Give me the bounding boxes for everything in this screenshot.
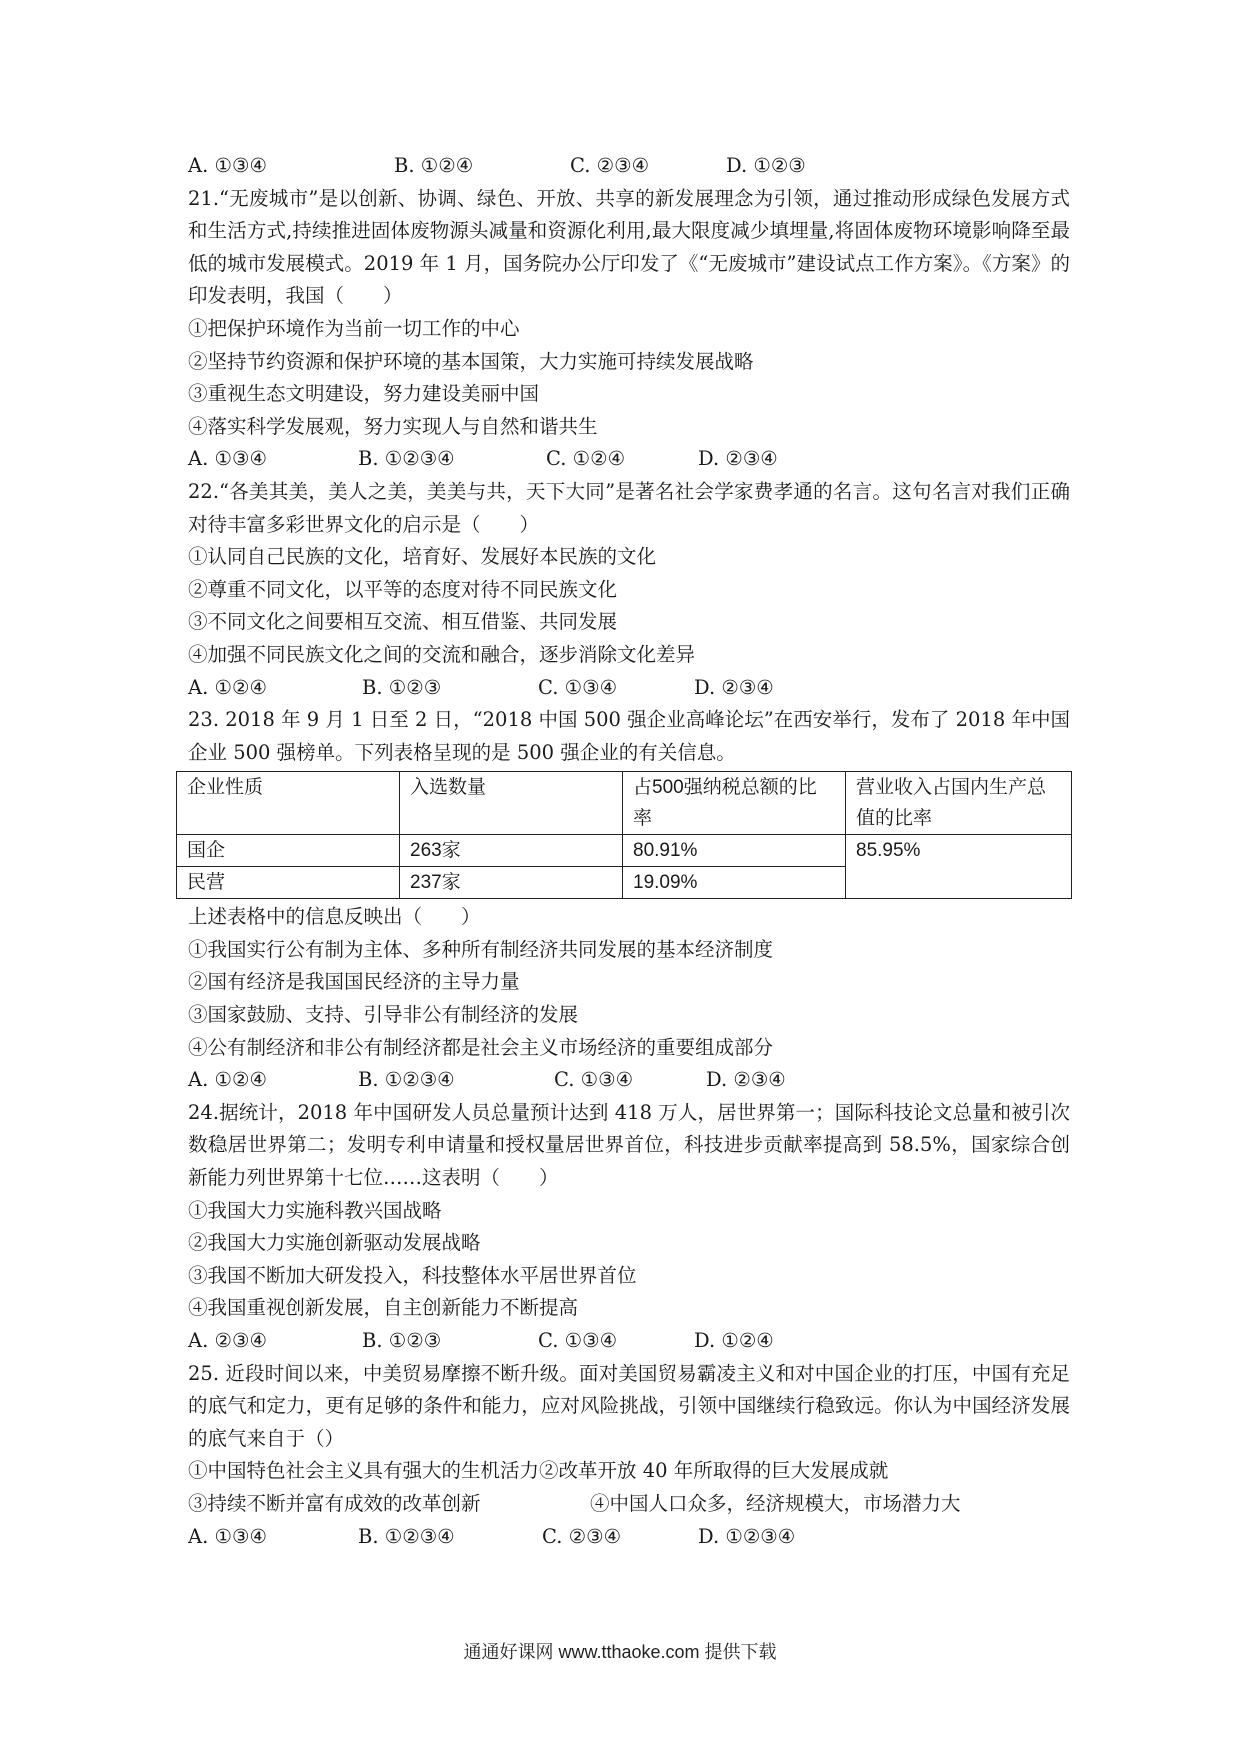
q25-stem: 25. 近段时间以来，中美贸易摩擦不断升级。面对美国贸易霸凌主义和对中国企业的打压，中国有充足的底气和定力，更有足够的条件和能力，应对风险挑战，引领中国继续行稳致远。你认为中国经济发展的底气来自于（） bbox=[188, 1361, 1070, 1450]
q25-item-1-2: ①中国特色社会主义具有强大的生机活力②改革开放 40 年所取得的巨大发展成就 bbox=[188, 1459, 889, 1483]
option-a: A. ②③④ bbox=[188, 1329, 267, 1352]
option-a: A. ①③④ bbox=[188, 447, 267, 471]
table-cell: 国企 bbox=[177, 835, 400, 867]
q24-item-4: ④我国重视创新发展，自主创新能力不断提高 bbox=[188, 1296, 579, 1320]
table-cell: 80.91% bbox=[623, 835, 846, 867]
option-a: A. ①②④ bbox=[188, 1068, 267, 1092]
table-cell: 263家 bbox=[400, 835, 623, 867]
option-b: B. ①②③ bbox=[362, 675, 442, 699]
table-header-row bbox=[177, 772, 1072, 835]
q25-item-4: ④中国人口众多，经济规模大，市场潜力大 bbox=[590, 1491, 961, 1515]
q23-item-3: ③国家鼓励、支持、引导非公有制经济的发展 bbox=[188, 1003, 579, 1027]
option-d: D. ②③④ bbox=[694, 675, 774, 699]
q20-options bbox=[188, 150, 1070, 183]
option-a: A. ①③④ bbox=[188, 154, 267, 177]
option-c: C. ①③④ bbox=[538, 1329, 618, 1352]
option-c: C. ②③④ bbox=[570, 154, 650, 177]
q22-item-2: ②尊重不同文化，以平等的态度对待不同民族文化 bbox=[188, 577, 618, 601]
option-d: D. ①②③ bbox=[726, 154, 806, 177]
q25-options bbox=[188, 1521, 1070, 1554]
option-c: C. ①②④ bbox=[546, 447, 626, 471]
q21-item-1: ①把保护环境作为当前一切工作的中心 bbox=[188, 316, 520, 340]
enterprise-table bbox=[176, 771, 1072, 899]
q21-item-3: ③重视生态文明建设，努力建设美丽中国 bbox=[188, 382, 540, 406]
page-footer: 通通好课网 www.tthaoke.com 提供下载 bbox=[463, 1642, 777, 1662]
option-c: C. ①③④ bbox=[554, 1068, 634, 1092]
option-a: A. ①③④ bbox=[188, 1524, 267, 1548]
table-header-cell: 占500强纳税总额的比率 bbox=[623, 772, 846, 835]
table-row bbox=[177, 835, 1072, 867]
option-b: B. ①②③④ bbox=[358, 1524, 455, 1548]
q24-item-3: ③我国不断加大研发投入，科技整体水平居世界首位 bbox=[188, 1263, 637, 1287]
table-header-cell: 营业收入占国内生产总值的比率 bbox=[846, 772, 1072, 835]
q23-options bbox=[188, 1064, 1070, 1097]
option-d: D. ②③④ bbox=[706, 1068, 786, 1092]
q24-item-2: ②我国大力实施创新驱动发展战略 bbox=[188, 1231, 481, 1255]
q22-item-3: ③不同文化之间要相互交流、相互借鉴、共同发展 bbox=[188, 610, 618, 634]
table-merged-cell: 85.95% bbox=[846, 835, 1072, 899]
option-a: A. ①②④ bbox=[188, 675, 267, 699]
option-d: D. ①②④ bbox=[694, 1329, 774, 1352]
option-b: B. ①②③ bbox=[362, 1329, 442, 1352]
q21-item-4: ④落实科学发展观，努力实现人与自然和谐共生 bbox=[188, 414, 598, 438]
table-header-cell: 入选数量 bbox=[400, 772, 623, 835]
q22-item-4: ④加强不同民族文化之间的交流和融合，逐步消除文化差异 bbox=[188, 642, 696, 666]
option-c: C. ②③④ bbox=[542, 1524, 622, 1548]
option-b: B. ①②③④ bbox=[358, 1068, 455, 1092]
q22-stem: 22.“各美其美，美人之美，美美与共，天下大同”是著名社会学家费孝通的名言。这句名言对我们正确对待丰富多彩世界文化的启示是（ ） bbox=[188, 479, 1070, 536]
q21-options bbox=[188, 443, 1070, 476]
q22-item-1: ①认同自己民族的文化，培育好、发展好本民族的文化 bbox=[188, 545, 657, 569]
q24-stem: 24.据统计，2018 年中国研发人员总量预计达到 418 万人，居世界第一；国际科技论文总量和被引次数稳居世界第二；发明专利申请量和授权量居世界首位，科技进步贡献率提高到 58.5%，国家综合创新能力列世界第十七位……这表明（ ） bbox=[188, 1100, 1070, 1190]
option-d: D. ①②③④ bbox=[698, 1524, 796, 1548]
q24-item-1: ①我国大力实施科教兴国战略 bbox=[188, 1198, 442, 1222]
q23-item-2: ②国有经济是我国国民经济的主导力量 bbox=[188, 970, 520, 994]
option-d: D. ②③④ bbox=[698, 447, 778, 471]
q21-stem: 21.“无废城市”是以创新、协调、绿色、开放、共享的新发展理念为引领，通过推动形成绿色发展方式和生活方式,持续推进固体废物源头减量和资源化利用,最大限度减少填埋量,将固体废物环境影响降至最低的城市发展模式。2019 年 1 月，国务院办公厅印发了《“无废城市”建设试点工作方案》。《方案》的印发表明，我国（ ） bbox=[188, 186, 1070, 308]
option-b: B. ①②③④ bbox=[358, 447, 455, 471]
q25-items-3-4 bbox=[188, 1488, 1070, 1521]
option-b: B. ①②④ bbox=[394, 154, 474, 177]
q22-options bbox=[188, 672, 1070, 705]
q23-stem: 23. 2018 年 9 月 1 日至 2 日，“2018 中国 500 强企业高峰论坛”在西安举行，发布了 2018 年中国企业 500 强榜单。下列表格呈现的是 500 强企业的有关信息。 bbox=[188, 708, 1070, 764]
document-body bbox=[188, 150, 1070, 1553]
q25-item-3: ③持续不断并富有成效的改革创新 bbox=[188, 1491, 481, 1515]
table-cell: 民营 bbox=[177, 867, 400, 899]
q23-item-1: ①我国实行公有制为主体、多种所有制经济共同发展的基本经济制度 bbox=[188, 937, 774, 961]
option-c: C. ①③④ bbox=[538, 675, 618, 699]
q24-options bbox=[188, 1325, 1070, 1358]
q23-prompt: 上述表格中的信息反映出（ ） bbox=[188, 905, 481, 929]
table-cell: 237家 bbox=[400, 867, 623, 899]
table-header-cell: 企业性质 bbox=[177, 772, 400, 835]
q21-item-2: ②坚持节约资源和保护环境的基本国策，大力实施可持续发展战略 bbox=[188, 349, 754, 373]
table-cell: 19.09% bbox=[623, 867, 846, 899]
q23-item-4: ④公有制经济和非公有制经济都是社会主义市场经济的重要组成部分 bbox=[188, 1035, 774, 1059]
